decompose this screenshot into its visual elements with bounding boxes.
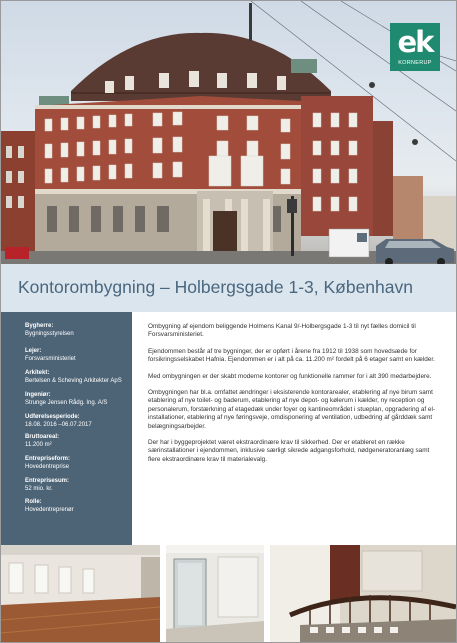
field-rolle [25,499,74,514]
project-facts-sidebar [1,312,132,545]
paragraph: Ombygningen har bl.a. omfattet ændringer i eksisterende kontorarealer, etablering af nye birum samt etablering af nye toilet- og baderum, etablering af nye depot- og kølerum i kælder, ny reception og personalerum, forstærkning af etagedæk under foyer og kantineområdet i stueplan, opgradering af el-installationer, etablering af nye føringsveje, omdisponering af ventilation, udbedring af gårddæk samt belægningsarbejder. [148,389,436,430]
field-label: Entreprisesum: [25,478,70,484]
interior-photo-staircase [270,545,456,642]
field-udforelsesperiode [25,414,92,429]
field-label: Ingeniør: [25,392,51,398]
field-label: Bygherre: [25,323,54,329]
field-value: Forsvarsministeriet [25,355,76,362]
paragraph: Ombygning af ejendom beliggende Holmens Kanal 9/-Holbergsgade 1-3 til nyt fælles domicil til Forsvarsministeriet. [148,323,416,339]
field-value: 11.200 m² [25,441,52,448]
building-photo [1,1,456,264]
field-ingenior [25,392,107,407]
field-label: Arkitekt: [25,370,50,376]
field-value: Hovedentreprenør [25,506,74,513]
field-value: 18.08. 2016 –06.07.2017 [25,421,92,428]
paragraph: Med ombygningen er der skabt moderne kontorer og funktionelle rammer for i alt 390 medarbejdere. [148,372,432,380]
field-entrepriseform [25,456,70,471]
field-value: 52 mio. kr. [25,485,53,492]
project-description [148,323,440,472]
field-entreprisesum [25,478,69,493]
field-value: Strunge Jensen Rådg. Ing. A/S [25,399,108,406]
field-value: Bertelsen & Scheving Arkitekter ApS [25,377,122,384]
field-label: Entrepriseform: [25,456,71,462]
interior-photo-office [1,545,160,642]
paragraph: Der har i byggeprojektet været ekstraordinære krav til sikkerhed. Der er etableret en række særinstallationer i ejendommen, inklusive særligt sikrede adgangsforhold, nødgeneratoranlæg samt flere ekstraordinære krav til materialevalg. [148,439,430,463]
field-bruttoareal [25,434,59,449]
field-lejer [25,348,76,363]
title-band [1,264,456,312]
interior-photo-glass-partition [166,545,264,642]
kornerup-logo: ek KORNERUP [390,23,440,71]
field-label: Lejer: [25,348,42,354]
page-title: Kontorombygning – Holbergsgade 1-3, København [18,277,413,297]
field-bygherre [25,323,74,338]
field-label: Bruttoareal: [25,434,60,440]
field-label: Rolle: [25,499,42,505]
paragraph: Ejendommen består af tre bygninger, der er opført i årene fra 1912 til 1938 som hovedsæde for forsikringsselskabet Hafnia. Ejendommen er i alt på ca. 11.200 m² fordelt på 6 etager samt en kælder. [148,347,435,364]
field-arkitekt [25,370,122,385]
field-value: Hovedentreprise [25,463,70,470]
field-value: Bygningsstyrelsen [25,330,74,337]
field-label: Udførelsesperiode: [25,414,80,420]
